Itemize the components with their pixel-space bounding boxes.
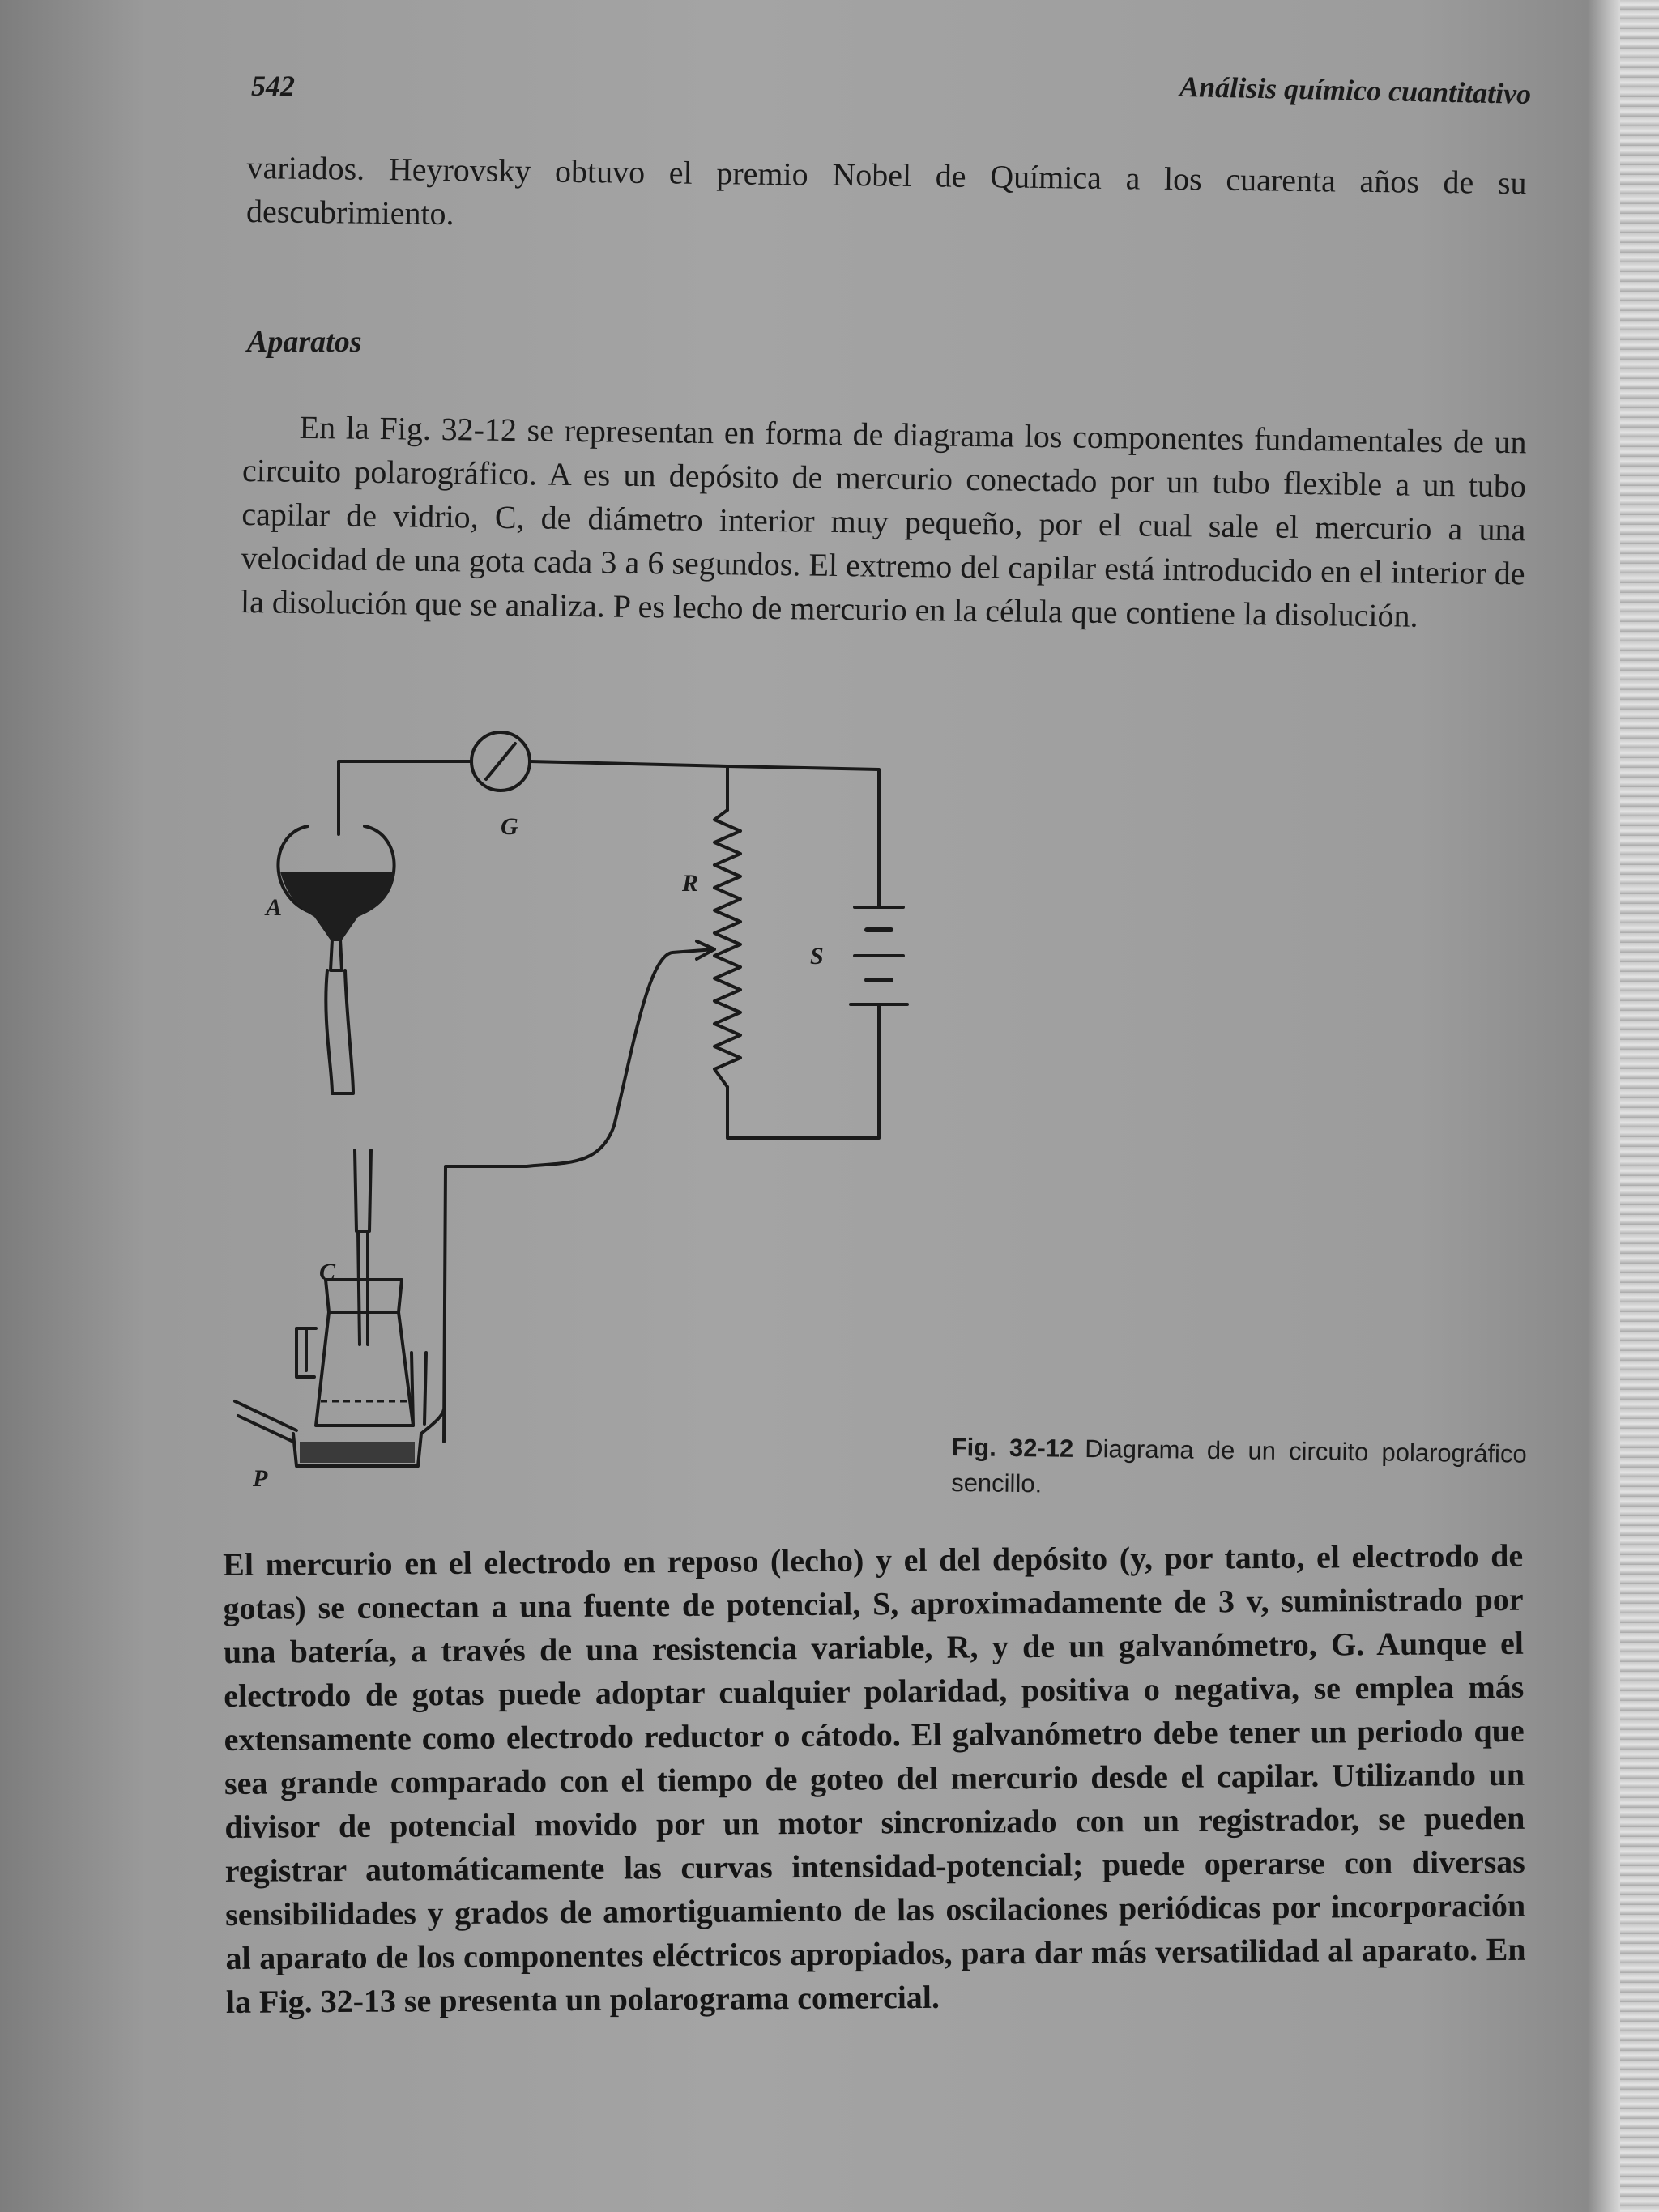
capillary-stem	[358, 1231, 368, 1345]
label-a: A	[266, 894, 283, 921]
label-s: S	[810, 943, 824, 970]
wire-top-right	[530, 761, 727, 810]
flexible-tube	[326, 970, 353, 1093]
figure-caption-label: Fig. 32-12	[951, 1432, 1074, 1463]
label-r: R	[682, 870, 699, 897]
chapter-title: Análisis químico cuantitativo	[1179, 70, 1532, 110]
intro-paragraph: variados. Heyrovsky obtuvo el premio Nobel de Química a los cuarenta años de su descubrimiento.	[245, 148, 1527, 232]
running-head	[235, 69, 1531, 117]
capillary-tube	[355, 1150, 371, 1231]
cell-body	[316, 1312, 413, 1426]
slider-wire	[444, 949, 714, 1442]
cell-right-arm	[412, 1353, 426, 1426]
apparatus-paragraph: En la Fig. 32-12 se representan en forma de diagrama los componentes fundamentales de un circuito polarográfico. A es un depósito de mercurio conectado por un tubo flexible a un tubo capilar de vidrio, C, de diámetro interior muy pequeño, por el cual sale el mercurio a una velocidad de una gota cada 3 a 6 segundos. El extremo del capilar está introducido en el interior de la disolución que se analiza. P es lecho de mercurio en la célula que contiene la disolución.	[240, 408, 1527, 634]
figure-caption-text: Diagrama de un circuito polarográfico sencillo.	[950, 1434, 1527, 1498]
figure-caption	[951, 1430, 1527, 1508]
circuit-diagram-svg	[219, 713, 932, 1507]
pool-inlet	[235, 1401, 296, 1442]
galvanometer-needle	[486, 744, 515, 779]
label-g: G	[501, 813, 518, 840]
cell-stopper	[326, 1280, 402, 1312]
adjacent-page-edge	[1620, 0, 1659, 2212]
page-number: 542	[251, 70, 295, 102]
polarographic-circuit-diagram	[219, 713, 932, 1507]
label-c: C	[319, 1259, 336, 1285]
section-heading: Aparatos	[247, 325, 362, 359]
pool-mercury-fill	[300, 1442, 415, 1463]
wire-battery-top	[727, 766, 879, 907]
wire-top	[339, 761, 471, 818]
circuit-paragraph: El mercurio en el electrodo en reposo (lecho) y el del depósito (y, por tanto, el electrodo de gotas) se conectan a una fuente de potencial, S, aproximadamente de 3 v, suministrado por una batería, a través de una resistencia variable, R, y de un galvanómetro, G. Aunque el electrodo de gotas puede adoptar cualquier polaridad, positiva o negativa, se emplea más extensamente como electrodo reductor o cátodo. El galvanómetro debe tener un periodo que sea grande comparado con el tiempo de goteo del mercurio desde el capilar. Utilizando un divisor de potencial movido por un motor sincronizado con un registrador, se pueden registrar automáticamente las curvas intensidad-potencial; puede operarse con diversas sensibilidades y grados de amortiguamiento de las oscilaciones periódicas por incorporación al aparato de los componentes eléctricos apropiados, para dar más versatilidad al aparato. En la Fig. 32-13 se presenta un polarograma comercial.	[223, 1536, 1526, 2020]
wire-battery-bottom	[727, 1004, 879, 1138]
cell-side-tube	[296, 1328, 316, 1377]
reservoir-neck	[331, 940, 342, 970]
resistor-zigzag	[714, 810, 740, 1087]
label-p: P	[253, 1465, 268, 1492]
